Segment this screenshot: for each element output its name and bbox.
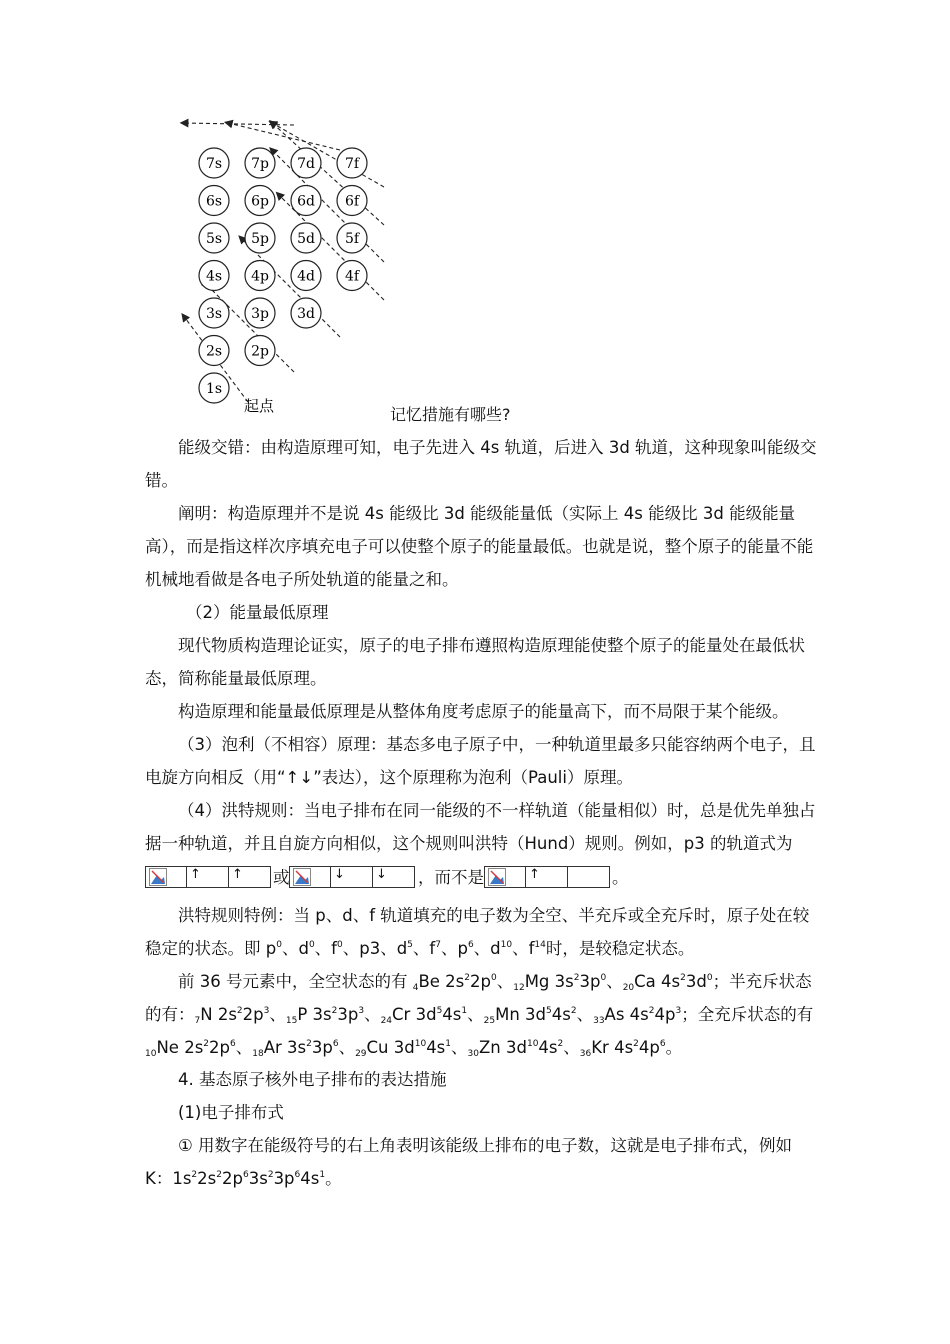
orbital-label: 6p — [251, 193, 269, 210]
orbital-label: 4d — [297, 268, 315, 285]
paragraph-pauli: （3）泡利（不相容）原理：基态多电子原子中，一种轨道里最多只能容纳两个电子，且电旋方向相反（用“↑↓”表达），这个原理称为泡利（Pauli）原理。 — [145, 735, 816, 787]
orbital-box — [289, 866, 331, 888]
orbital-label: 4p — [251, 268, 269, 285]
orbital-circle-7d — [291, 148, 321, 178]
diagonal-arrow — [228, 123, 340, 150]
orbital-label: 2p — [251, 343, 269, 360]
orbital-circle-5d — [291, 223, 321, 253]
orbital-circle-6s — [199, 186, 229, 216]
orbital-label: 7p — [251, 156, 269, 172]
orbital-label: 2s — [205, 343, 223, 360]
paragraph-hund: （4）洪特规则：当电子排布在同一能级的不一样轨道（能量相似）时，总是优先单独占据一种轨道，并且自旋方向相似，这个规则叫洪特（Hund）规则。例如，p3 的轨道式为 — [145, 801, 816, 853]
heading-representation: 4. 基态原子核外电子排布的表达措施 — [178, 1070, 447, 1089]
orbital-diagram-1 — [145, 866, 271, 890]
orbital-circle-7s — [199, 148, 229, 178]
diagonal-arrow — [272, 123, 384, 225]
orbital-label: 1s — [205, 381, 223, 397]
orbital-label: 6d — [297, 193, 315, 210]
sentence-end: 。 — [612, 868, 629, 887]
orbital-circle-5f — [337, 223, 367, 253]
paragraph-lowest-energy: 现代物质构造理论证实，原子的电子排布遵照构造原理能使整个原子的能量处在最低状态，简称能量最低原理。 — [145, 636, 805, 688]
orbital-label: 6f — [344, 193, 360, 210]
paragraph-electron-config: ① 用数字在能级符号的右上角表明该能级上排布的电子数，这就是电子排布式，例如 K：$1s^22s^22p^63s^23p^64s^1$。 — [145, 1136, 793, 1188]
orbital-circle-5s — [199, 223, 229, 253]
orbital-circle-6p — [245, 186, 275, 216]
orbital-circle-7p — [245, 148, 275, 178]
orbital-circle-1s — [199, 373, 229, 403]
diagram-caption: 记忆措施有哪些? — [390, 405, 511, 424]
paragraph-energy-crossing: 能级交错：由构造原理可知，电子先进入 4s 轨道，后进入 3d 轨道，这种现象叫能级交错。 — [145, 438, 817, 490]
orbital-box — [484, 866, 526, 888]
orbital-label: 5p — [251, 231, 269, 247]
orbital-circle-4p — [245, 261, 275, 291]
orbital-label: 5f — [344, 231, 360, 247]
image-icon — [293, 868, 311, 886]
orbital-diagram-2 — [289, 866, 415, 890]
orbital-box: ↓ — [373, 866, 415, 888]
orbital-circle-4s — [199, 261, 229, 291]
orbital-box: ↑ — [187, 866, 229, 888]
orbital-label: 3s — [205, 306, 223, 322]
orbital-circle-2s — [199, 336, 229, 366]
orbital-label: 7f — [344, 156, 360, 172]
orbital-label: 5d — [297, 231, 315, 247]
orbital-label: 3d — [297, 306, 315, 322]
orbital-label: 7d — [297, 156, 315, 172]
orbital-circle-6d — [291, 186, 321, 216]
paragraph-first-36: 前 36 号元素中，全空状态的有 $_4$Be $2s^22p^0$、$_{12}$Mg $3s^23p^0$、$_{20}$Ca $4s^23d^0$；半充斥状态的有：$_7$N $2s^22p^3$、$_{15}$P $3s^23p^3$、$_{24}$Cr $3d^54s^1$、$_{25}$Mn $3d^54s^2$、$_{33}$As $4s^24p^3$；全充斥状态的有 $_{10}$Ne $2s^22p^6$、$_{18}$Ar $3s^23p^6$、$_{29}$Cu $3d^{10}4s^1$、$_{30}$Zn $3d^{10}4s^2$、$_{36}$Kr $4s^24p^6$。 — [145, 972, 814, 1059]
orbital-box — [568, 866, 610, 888]
orbital-circle-4d — [291, 261, 321, 291]
word-not: ，而不是 — [418, 868, 484, 887]
orbital-circle-4f — [337, 261, 367, 291]
orbital-box: ↓ — [331, 866, 373, 888]
paragraph-whole-atom: 构造原理和能量最低原理是从整体角度考虑原子的能量高下，而不局限于某个能级。 — [178, 702, 789, 721]
orbital-diagram-3 — [484, 866, 610, 890]
paragraph-hund-special: 洪特规则特例：当 p、d、f 轨道填充的电子数为全空、半充斥或全充斥时，原子处在较稳定的状态。即 $p^0$、$d^0$、$f^0$、p3、$d^5$、$f^7$、$p^6$、$d^{10}$、$f^{14}$时，是较稳定状态。 — [145, 906, 810, 958]
orbital-circle-3d — [291, 298, 321, 328]
orbital-box: ↑ — [229, 866, 271, 888]
image-icon — [488, 868, 506, 886]
image-icon — [149, 868, 167, 886]
word-or: 或 — [273, 868, 290, 887]
aufbau-diagram — [170, 115, 400, 420]
orbital-label: 4s — [205, 268, 223, 285]
orbital-circle-5p — [245, 223, 275, 253]
orbital-label: 3p — [251, 306, 269, 322]
orbital-label: 7s — [205, 156, 223, 172]
start-label: 起点 — [244, 397, 275, 415]
orbital-box — [145, 866, 187, 888]
orbital-circle-2p — [245, 336, 275, 366]
orbital-circle-3s — [199, 298, 229, 328]
orbital-label: 4f — [344, 268, 360, 285]
heading-lowest-energy: （2）能量最低原理 — [186, 603, 329, 622]
diagonal-arrow — [272, 150, 384, 262]
orbital-circle-7f — [337, 148, 367, 178]
orbital-box: ↑ — [526, 866, 568, 888]
diagonal-arrow — [272, 123, 384, 187]
orbital-circle-6f — [337, 186, 367, 216]
orbital-circle-3p — [245, 298, 275, 328]
orbital-label: 6s — [205, 193, 223, 210]
heading-electron-config: (1)电子排布式 — [178, 1103, 284, 1122]
orbital-label: 5s — [205, 231, 223, 247]
diagonal-arrow — [184, 123, 294, 125]
paragraph-explanation: 阐明：构造原理并不是说 4s 能级比 3d 能级能量低（实际上 4s 能级比 3d 能级能量高），而是指这样次序填充电子可以使整个原子的能量最低。也就是说，整个原子的能量不能机械地看做是各电子所处轨道的能量之和。 — [145, 504, 814, 589]
